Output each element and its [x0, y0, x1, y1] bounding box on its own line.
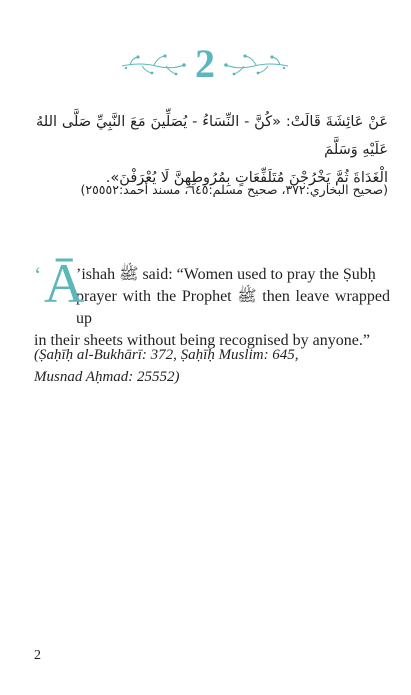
arabic-hadith [36, 108, 388, 192]
floral-ornament-icon [120, 54, 186, 76]
reference-line: Musnad Aḥmad: 25552) [34, 369, 180, 385]
floral-ornament-icon [224, 54, 290, 76]
arabic-line: عَنْ عَائِشَةَ قَالَتْ: «كُنَّ - النِّسَاءُ - يُصَلِّينَ مَعَ النَّبِيِّ صَلَّى اللهُ عَلَيْهِ وَسَلَّمَ [36, 114, 388, 158]
chapter-number: 2 [195, 41, 215, 86]
english-line: ’ishah ﷺ said: “Women used to pray the Ṣubḥ [76, 266, 376, 283]
english-line: prayer with the Prophet ﷺ then leave wrapped up [76, 288, 391, 327]
chapter-header [0, 40, 411, 90]
page-number: 2 [34, 648, 41, 663]
english-translation [34, 253, 391, 352]
english-line: in their sheets without being recognised by anyone.” [34, 332, 370, 349]
dropcap-letter: Ā [44, 253, 85, 315]
dropcap-quote: ‘ [34, 262, 42, 287]
arabic-line: الْغَدَاةَ ثُمَّ يَخْرُجْنَ مُتَلَفِّعَاتٍ بِمُرُوطِهِنَّ لَا يُعْرَفْنَ». [105, 170, 388, 186]
english-reference [34, 344, 384, 388]
reference-line: (Ṣaḥīḥ al-Bukhārī: 372, Ṣaḥīḥ Muslim: 645, [34, 347, 299, 363]
arabic-reference: (صحيح البخاري:٣٧٢، صحيح مسلم:٦٤٥، مسند أحمد:٢٥٥٥٢) [80, 182, 388, 197]
